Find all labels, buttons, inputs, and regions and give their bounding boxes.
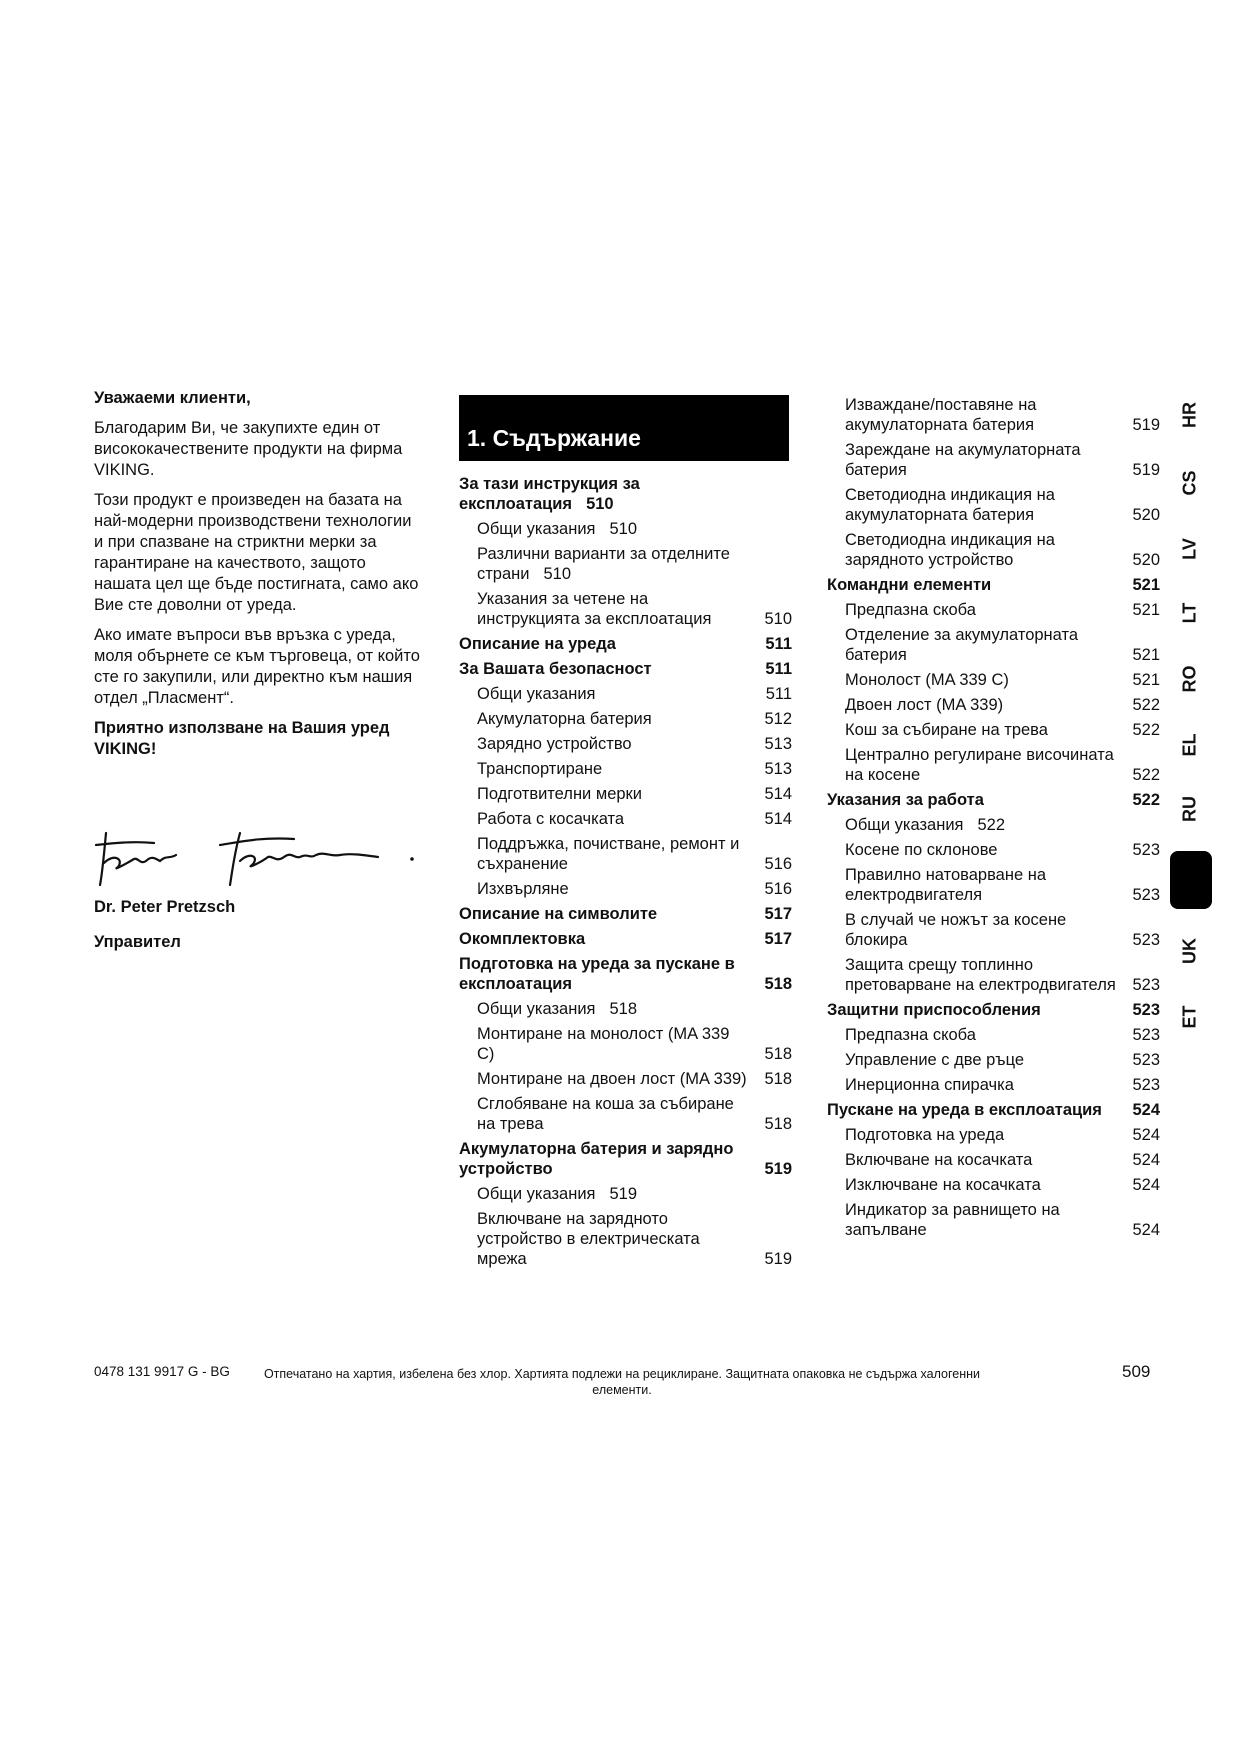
toc-entry-text: Сглобяване на коша за събиране на трева	[477, 1095, 734, 1133]
toc-subsection[interactable]	[827, 720, 1160, 740]
toc-entry-text: Включване на зарядното устройство в електрическата мрежа	[477, 1210, 700, 1268]
toc-entry-text: Управление с две ръце	[845, 1051, 1025, 1069]
toc-subsection[interactable]	[827, 1125, 1160, 1145]
toc-entry-page: 519	[764, 1250, 792, 1268]
toc-subsection[interactable]	[827, 910, 1160, 950]
toc-entry-text: Централно регулиране височината на косене	[845, 746, 1114, 784]
toc-entry-title	[477, 709, 792, 729]
toc-entry-text: Общи указания	[477, 685, 596, 703]
toc-entry-text: Акумулаторна батерия и зарядно устройство	[459, 1140, 734, 1178]
toc-entry-text: Указания за работа	[827, 791, 984, 809]
toc-entry-page: 524	[1132, 1126, 1160, 1144]
toc-entry-page: 524	[1132, 1221, 1160, 1239]
toc-entry-text: Зареждане на акумулаторната батерия	[845, 441, 1081, 479]
toc-subsection[interactable]	[459, 684, 792, 704]
toc-entry-title	[845, 745, 1160, 785]
toc-entry-title	[845, 485, 1160, 525]
toc-entry-page: 511	[765, 660, 792, 678]
language-tabs	[1170, 395, 1210, 1029]
toc-subsection[interactable]	[459, 834, 792, 874]
toc-subsection[interactable]	[827, 625, 1160, 665]
language-tab-lt[interactable]	[1170, 593, 1210, 633]
toc-entry-text: Включване на косачката	[845, 1151, 1033, 1169]
toc-entry-text: Защита срещу топлинно претоварване на електродвигателя	[845, 956, 1116, 994]
toc-entry-page: 523	[1132, 931, 1160, 949]
toc-subsection[interactable]	[459, 709, 792, 729]
signature	[94, 815, 434, 895]
toc-entry-page: 523	[1132, 1026, 1160, 1044]
toc-entry-page: 517	[764, 905, 792, 923]
toc-entry-text: Акумулаторна батерия	[477, 710, 652, 728]
language-tab-el[interactable]	[1170, 725, 1210, 765]
toc-entry-page: 520	[1132, 506, 1160, 524]
toc-entry-page: 514	[764, 785, 792, 803]
toc-entry-text: Описание на уреда	[459, 635, 616, 653]
toc-entry-title	[477, 519, 792, 539]
toc-subsection[interactable]	[827, 815, 1160, 835]
toc-subsection[interactable]	[459, 519, 792, 539]
toc-entry-page: 523	[1132, 1051, 1160, 1069]
toc-entry-title	[845, 440, 1160, 480]
language-tab-cs[interactable]	[1170, 463, 1210, 503]
toc-entry-text: Описание на символите	[459, 905, 658, 923]
toc-entry-page: 513	[764, 735, 792, 753]
toc-entry-page: 523	[1132, 841, 1160, 859]
toc-subsection[interactable]	[827, 695, 1160, 715]
toc-entry-page: 510	[543, 565, 572, 583]
toc-entry-title	[477, 544, 792, 584]
toc-entry-text: Монтиране на монолост (MA 339 C)	[477, 1025, 730, 1063]
language-tab-label: CS	[1179, 470, 1200, 496]
toc-entry-text: Индикатор за равнището на запълване	[845, 1201, 1060, 1239]
toc-entry-text: Подготовка на уреда	[845, 1126, 1005, 1144]
toc-entry-text: Предпазна скоба	[845, 1026, 976, 1044]
toc-entry-page: 522	[977, 816, 1006, 834]
toc-entry-text: Работа с косачката	[477, 810, 625, 828]
language-tab-ro[interactable]	[1170, 659, 1210, 699]
toc-entry-page: 511	[765, 635, 792, 653]
toc-section[interactable]	[827, 575, 1160, 595]
toc-entry-title	[459, 904, 792, 924]
toc-entry-title	[477, 1184, 792, 1204]
page-number: 509	[1122, 1362, 1151, 1381]
toc-entry-page: 523	[1132, 976, 1160, 994]
toc-entry-page: 514	[764, 810, 792, 828]
toc-entry-text: Общи указания	[477, 1000, 596, 1018]
toc-entry-text: Транспортиране	[477, 760, 603, 778]
toc-entry-page: 519	[764, 1160, 792, 1178]
toc-entry-page: 523	[1132, 1001, 1160, 1019]
toc-entry-text: Подготовка на уреда за пускане в експлоатация	[459, 955, 735, 993]
language-tab-label: UK	[1179, 938, 1200, 964]
toc-entry-page: 518	[764, 1115, 792, 1133]
toc-entry-page: 519	[1132, 461, 1160, 479]
toc-entry-text: Косене по склонове	[845, 841, 998, 859]
toc-entry-title	[459, 474, 792, 514]
toc-entry-text: Общи указания	[477, 1185, 596, 1203]
toc-subsection[interactable]	[459, 589, 792, 629]
toc-entry-page: 521	[1132, 601, 1160, 619]
toc-entry-text: Общи указания	[845, 816, 964, 834]
toc-subsection[interactable]	[827, 670, 1160, 690]
language-tab-label: RO	[1179, 665, 1200, 693]
toc-section[interactable]	[459, 659, 792, 679]
toc-subsection[interactable]	[459, 1209, 792, 1269]
toc-entry-page: 521	[1132, 576, 1160, 594]
toc-entry-page: 521	[1132, 646, 1160, 664]
toc-entry-page: 524	[1132, 1101, 1160, 1119]
toc-entry-page: 521	[1132, 671, 1160, 689]
toc-subsection[interactable]	[827, 745, 1160, 785]
toc-entry-page: 522	[1132, 721, 1160, 739]
toc-entry-page: 517	[764, 930, 792, 948]
toc-entry-page: 524	[1132, 1176, 1160, 1194]
toc-entry-title	[845, 600, 1160, 620]
toc-entry-title	[477, 589, 792, 629]
toc-entry-text: Различни варианти за отделните страни	[477, 545, 730, 583]
language-tab-uk[interactable]	[1170, 931, 1210, 971]
letter-paragraph-3: Ако имате въпроси във връзка с уреда, моля обърнете се към търговеца, от който сте го закупили, или директно към нашия отдел „Пласмент“.	[94, 626, 420, 707]
toc-entry-text: Пускане на уреда в експлоатация	[827, 1101, 1102, 1119]
toc-entry-text: В случай че ножът за косене блокира	[845, 911, 1067, 949]
toc-entry-page: 516	[764, 855, 792, 873]
toc-entry-page: 510	[764, 610, 792, 628]
toc-entry-title	[845, 530, 1160, 570]
toc-entry-title	[477, 684, 792, 704]
toc-entry-page: 511	[765, 685, 792, 703]
toc-entry-text: Командни елементи	[827, 576, 992, 594]
toc-entry-title	[845, 840, 1160, 860]
toc-entry-text: Изхвърляне	[477, 880, 569, 898]
toc-entry-text: Двоен лост (MA 339)	[845, 696, 1004, 714]
toc-entry-title	[477, 1069, 792, 1089]
toc-entry-title	[827, 790, 1160, 810]
toc-entry-title	[845, 1150, 1160, 1170]
toc-section[interactable]	[459, 1139, 792, 1179]
toc-entry-text: За Вашата безопасност	[459, 660, 652, 678]
toc-entry-text: Кош за събиране на трева	[845, 721, 1048, 739]
language-tab-hr[interactable]	[1170, 395, 1210, 435]
toc-entry-text: Правилно натоварване на електродвигателя	[845, 866, 1047, 904]
toc-subsection[interactable]	[827, 1150, 1160, 1170]
toc-entry-title	[845, 695, 1160, 715]
language-tab-label: RU	[1179, 796, 1200, 822]
toc-entry-text: Указания за четене на инструкцията за експлоатация	[477, 590, 712, 628]
language-tab-label: LV	[1179, 538, 1200, 560]
toc-entry-text: Монтиране на двоен лост (MA 339)	[477, 1070, 747, 1088]
toc-entry-title	[477, 1209, 792, 1269]
toc-entry-text: Монолост (MA 339 C)	[845, 671, 1009, 689]
letter-greeting: Уважаеми клиенти,	[94, 389, 251, 407]
toc-entry-title	[845, 1075, 1160, 1095]
toc-subsection[interactable]	[827, 440, 1160, 480]
toc-entry-title	[459, 954, 792, 994]
toc-column-right	[827, 395, 1160, 1245]
toc-subsection[interactable]	[459, 879, 792, 899]
toc-entry-text: Предпазна скоба	[845, 601, 976, 619]
toc-entry-text: Зарядно устройство	[477, 735, 632, 753]
toc-subsection[interactable]	[827, 530, 1160, 570]
toc-entry-page: 510	[609, 520, 638, 538]
toc-subsection[interactable]	[827, 600, 1160, 620]
toc-section[interactable]	[827, 1100, 1160, 1120]
toc-entry-page: 513	[764, 760, 792, 778]
toc-entry-title	[459, 659, 792, 679]
toc-entry-page: 518	[764, 975, 792, 993]
toc-entry-page: 519	[1132, 416, 1160, 434]
letter-paragraph-2: Този продукт е произведен на базата на най-модерни производствени технологии и при спазване на стриктни мерки за гарантиране на качеството, защото нашата цел ще бъде постигната, само ако Вие сте доволни от уреда.	[94, 491, 419, 614]
toc-entry-text: Окомплектовка	[459, 930, 586, 948]
toc-subsection[interactable]	[459, 734, 792, 754]
toc-entry-page: 522	[1132, 696, 1160, 714]
toc-section[interactable]	[459, 954, 792, 994]
toc-subsection[interactable]	[459, 1094, 792, 1134]
toc-entry-title	[477, 1094, 792, 1134]
toc-section[interactable]	[827, 790, 1160, 810]
toc-heading-bar	[459, 395, 789, 461]
toc-subsection[interactable]	[827, 1200, 1160, 1240]
toc-section[interactable]	[459, 474, 792, 514]
toc-entry-title	[477, 879, 792, 899]
language-tab-lv[interactable]	[1170, 529, 1210, 569]
toc-entry-page: 523	[1132, 886, 1160, 904]
toc-entry-text: Защитни приспособления	[827, 1001, 1041, 1019]
language-tab-bg[interactable]	[1170, 851, 1212, 909]
signatory-name: Dr. Peter Pretzsch	[94, 898, 236, 916]
toc-subsection[interactable]	[827, 1175, 1160, 1195]
toc-entry-page: 524	[1132, 1151, 1160, 1169]
toc-entry-text: Изключване на косачката	[845, 1176, 1041, 1194]
toc-heading: 1. Съдържание	[467, 425, 641, 451]
toc-subsection[interactable]	[827, 485, 1160, 525]
letter	[94, 388, 424, 769]
toc-entry-title	[845, 720, 1160, 740]
toc-entry-title	[477, 734, 792, 754]
toc-entry-title	[845, 955, 1160, 995]
toc-entry-page: 512	[764, 710, 792, 728]
toc-entry-title	[477, 784, 792, 804]
toc-entry-title	[845, 1025, 1160, 1045]
toc-entry-text: Поддръжка, почистване, ремонт и съхранение	[477, 835, 740, 873]
toc-entry-page: 518	[764, 1045, 792, 1063]
toc-entry-text: Светодиодна индикация на зарядното устройство	[845, 531, 1055, 569]
toc-entry-text: Подготвителни мерки	[477, 785, 642, 803]
toc-entry-page: 510	[586, 495, 614, 513]
toc-entry-title	[845, 1200, 1160, 1240]
toc-subsection[interactable]	[827, 955, 1160, 995]
language-tab-ru[interactable]	[1170, 789, 1210, 829]
language-tab-label: HR	[1179, 402, 1200, 428]
toc-section[interactable]	[459, 634, 792, 654]
toc-entry-title	[845, 1050, 1160, 1070]
toc-entry-title	[459, 1139, 792, 1179]
toc-entry-title	[845, 865, 1160, 905]
document-code: 0478 131 9917 G - BG	[94, 1364, 230, 1379]
toc-entry-title	[477, 759, 792, 779]
toc-subsection[interactable]	[459, 1184, 792, 1204]
toc-entry-title	[477, 809, 792, 829]
toc-entry-title	[845, 670, 1160, 690]
toc-entry-text: Инерционна спирачка	[845, 1076, 1014, 1094]
toc-subsection[interactable]	[459, 1024, 792, 1064]
toc-entry-page: 518	[609, 1000, 638, 1018]
language-tab-et[interactable]	[1170, 997, 1210, 1037]
print-note: Отпечатано на хартия, избелена без хлор. Хартията подлежи на рециклиране. Защитната опаковка не съдържа халогенни елементи.	[263, 1367, 981, 1397]
toc-subsection[interactable]	[827, 395, 1160, 435]
toc-subsection[interactable]	[459, 999, 792, 1019]
toc-entry-page: 522	[1132, 766, 1160, 784]
toc-entry-text: Общи указания	[477, 520, 596, 538]
toc-entry-title	[827, 575, 1160, 595]
toc-entry-page: 523	[1132, 1076, 1160, 1094]
toc-entry-text: Светодиодна индикация на акумулаторната батерия	[845, 486, 1055, 524]
toc-entry-text: Изваждане/поставяне на акумулаторната батерия	[845, 396, 1037, 434]
language-tab-label: ET	[1179, 1005, 1200, 1029]
toc-subsection[interactable]	[827, 865, 1160, 905]
toc-entry-title	[845, 625, 1160, 665]
toc-entry-text: За тази инструкция за експлоатация	[459, 475, 640, 513]
toc-entry-title	[845, 1175, 1160, 1195]
language-tab-label: BG	[1180, 866, 1201, 894]
toc-subsection[interactable]	[827, 840, 1160, 860]
toc-entry-title	[827, 1000, 1160, 1020]
toc-entry-page: 518	[764, 1070, 792, 1088]
toc-section[interactable]	[459, 929, 792, 949]
toc-subsection[interactable]	[459, 759, 792, 779]
toc-section[interactable]	[459, 904, 792, 924]
toc-entry-title	[459, 929, 792, 949]
toc-entry-page: 522	[1132, 791, 1160, 809]
toc-subsection[interactable]	[459, 1069, 792, 1089]
letter-paragraph-1: Благодарим Ви, че закупихте един от висококачествените продукти на фирма VIKING.	[94, 419, 403, 479]
toc-subsection[interactable]	[827, 1075, 1160, 1095]
toc-entry-title	[459, 634, 792, 654]
toc-subsection[interactable]	[459, 544, 792, 584]
toc-entry-title	[845, 815, 1160, 835]
toc-entry-title	[845, 910, 1160, 950]
toc-subsection[interactable]	[459, 784, 792, 804]
toc-subsection[interactable]	[459, 809, 792, 829]
toc-subsection[interactable]	[827, 1025, 1160, 1045]
toc-section[interactable]	[827, 1000, 1160, 1020]
toc-entry-page: 520	[1132, 551, 1160, 569]
toc-subsection[interactable]	[827, 1050, 1160, 1070]
toc-entry-title	[477, 834, 792, 874]
toc-entry-title	[845, 395, 1160, 435]
language-tab-label: LT	[1179, 602, 1200, 624]
signatory-title: Управител	[94, 933, 181, 951]
toc-entry-title	[827, 1100, 1160, 1120]
letter-closing: Приятно използване на Вашия уред VIKING!	[94, 719, 390, 758]
language-tab-label: EL	[1179, 733, 1200, 757]
toc-entry-text: Отделение за акумулаторната батерия	[845, 626, 1079, 664]
toc-entry-title	[477, 1024, 792, 1064]
toc-entry-title	[477, 999, 792, 1019]
toc-entry-page: 519	[609, 1185, 638, 1203]
toc-column-middle	[459, 474, 792, 1274]
toc-entry-title	[845, 1125, 1160, 1145]
toc-entry-page: 516	[764, 880, 792, 898]
